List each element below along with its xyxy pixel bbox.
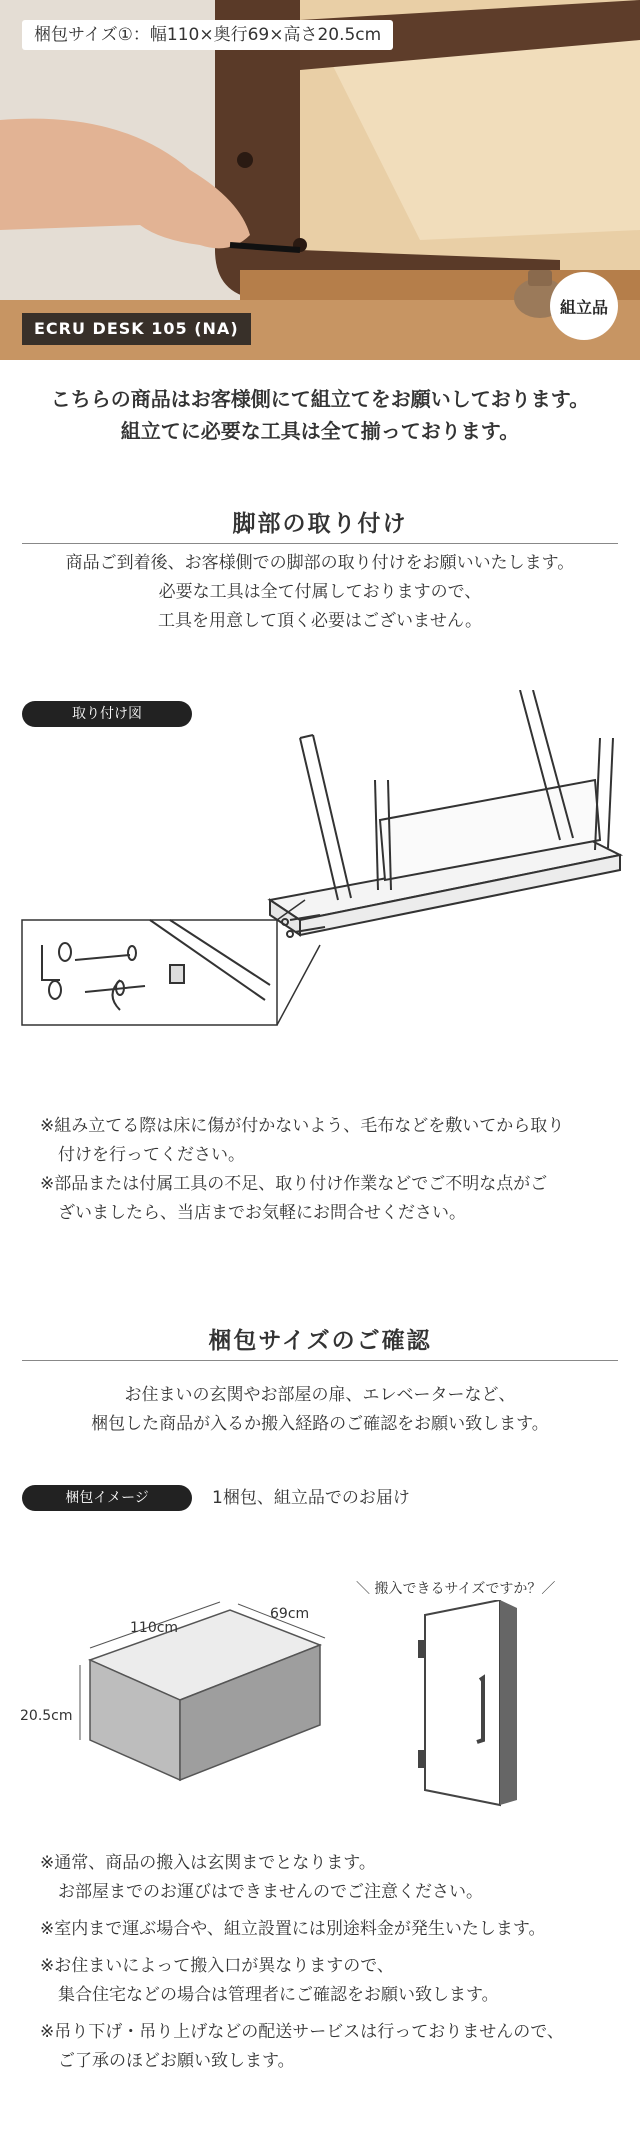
hero-photo bbox=[0, 0, 640, 360]
product-name-label: ECRU DESK 105 (NA) bbox=[22, 313, 251, 345]
note-line: ざいましたら、当店までお気軽にお問合せください。 bbox=[58, 1203, 466, 1223]
dimension-depth: 69cm bbox=[270, 1606, 310, 1622]
door-question: ＼ 搬入できるサイズですか？／ bbox=[356, 1581, 556, 1597]
note-line: 集合住宅などの場合は管理者にご確認をお願い致します。 bbox=[58, 1985, 499, 2005]
package-image-caption: 1梱包、組立品でのお届け bbox=[212, 1488, 410, 1508]
diagram-label: 取り付け図 bbox=[22, 701, 192, 727]
legs-text-line: 必要な工具は全て付属しておりますので、 bbox=[158, 582, 482, 602]
legs-notes bbox=[40, 1112, 610, 1228]
package-text-line: 梱包した商品が入るか搬入経路のご確認をお願い致します。 bbox=[91, 1414, 549, 1434]
assembly-photo-illustration bbox=[0, 0, 640, 360]
assembly-badge: 組立品 bbox=[550, 272, 618, 340]
note-line: お部屋までのお運びはできませんのでご注意ください。 bbox=[58, 1882, 483, 1902]
assembly-diagram bbox=[20, 690, 630, 1030]
intro-line: こちらの商品はお客様側にて組立てをお願いしております。 bbox=[50, 387, 590, 411]
note-line: 付けを行ってください。 bbox=[58, 1145, 245, 1165]
legs-text-line: 商品ご到着後、お客様側での脚部の取り付けをお願いいたします。 bbox=[65, 553, 575, 573]
package-notes bbox=[40, 1849, 610, 2076]
dimension-width: 110cm bbox=[130, 1620, 179, 1636]
section-divider bbox=[22, 1360, 618, 1361]
legs-section-title: 脚部の取り付け bbox=[232, 511, 408, 537]
package-section-title: 梱包サイズのご確認 bbox=[208, 1328, 432, 1354]
dimension-height: 20.5cm bbox=[20, 1708, 73, 1724]
package-box-illustration bbox=[60, 1600, 330, 1790]
note-line: ※部品または付属工具の不足、取り付け作業などでご不明な点がご bbox=[40, 1174, 548, 1194]
legs-text-line: 工具を用意して頂く必要はございません。 bbox=[157, 611, 483, 631]
package-description bbox=[0, 1381, 640, 1439]
intro-text bbox=[0, 383, 640, 447]
package-text-line: お住まいの玄関やお部屋の扉、エレベーターなど、 bbox=[124, 1385, 516, 1405]
note-line: ※通常、商品の搬入は玄関までとなります。 bbox=[40, 1853, 376, 1873]
note-line: ※室内まで運ぶ場合や、組立設置には別途料金が発生いたします。 bbox=[40, 1919, 546, 1939]
door-illustration bbox=[405, 1600, 525, 1810]
note-line: ご了承のほどお願い致します。 bbox=[58, 2051, 295, 2071]
note-line: ※組み立てる際は床に傷が付かないよう、毛布などを敷いてから取り bbox=[40, 1116, 565, 1136]
section-divider bbox=[22, 543, 618, 544]
legs-description bbox=[0, 549, 640, 636]
note-line: ※吊り下げ・吊り上げなどの配送サービスは行っておりませんので、 bbox=[40, 2022, 564, 2042]
package-image-label: 梱包イメージ bbox=[22, 1485, 192, 1511]
intro-line: 組立てに必要な工具は全て揃っております。 bbox=[120, 419, 520, 443]
package-size-label: 梱包サイズ①：幅110×奥行69×高さ20.5cm bbox=[22, 20, 393, 50]
note-line: ※お住まいによって搬入口が異なりますので、 bbox=[40, 1956, 394, 1976]
